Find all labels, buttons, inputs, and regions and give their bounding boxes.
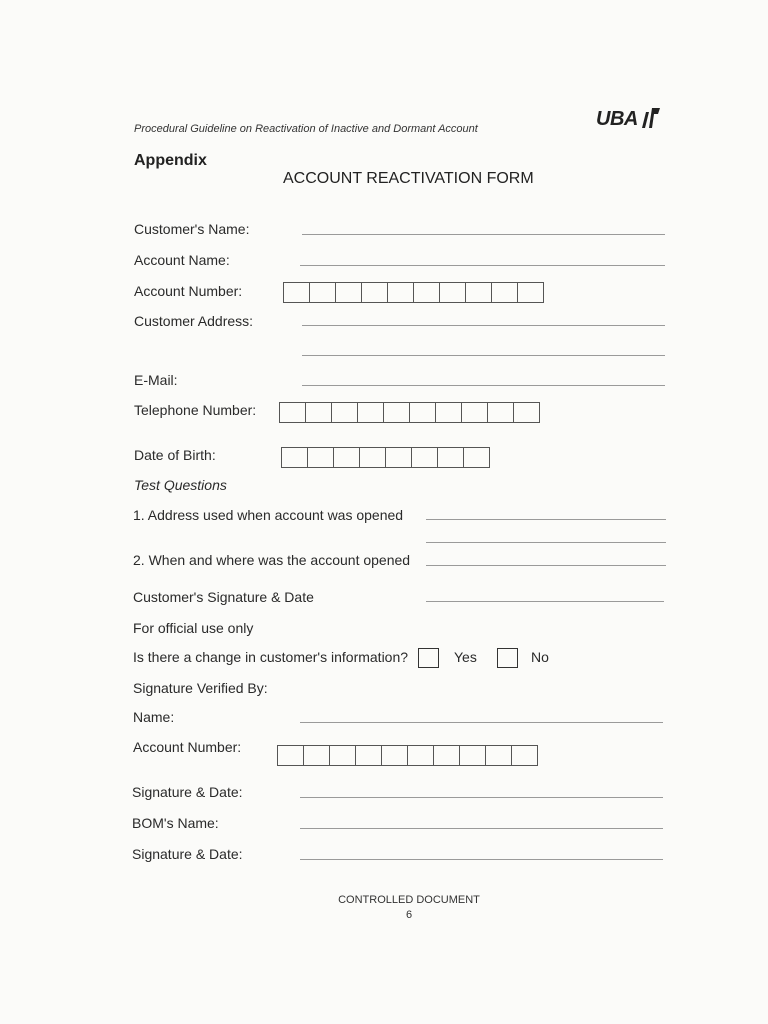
logo-text: UBA (596, 108, 638, 130)
form-title: ACCOUNT REACTIVATION FORM (283, 170, 534, 187)
customer-address-label: Customer Address: (134, 313, 254, 329)
email-line[interactable] (302, 385, 665, 386)
question-1-line-1[interactable] (426, 519, 666, 520)
page-number: 6 (405, 909, 413, 921)
uba-logo-mark-icon (640, 108, 662, 130)
official-use-heading: For official use only (133, 620, 254, 636)
signature-date-label-1: Signature & Date: (132, 784, 243, 800)
uba-logo (596, 108, 662, 131)
signature-date-line-1[interactable] (300, 797, 663, 798)
dob-boxes[interactable] (281, 447, 490, 468)
yes-label: Yes (454, 649, 477, 665)
account-name-line[interactable] (300, 265, 665, 266)
email-label: E-Mail: (134, 372, 178, 388)
signature-verified-label: Signature Verified By: (133, 680, 268, 696)
telephone-label: Telephone Number: (134, 402, 257, 418)
verifier-name-line[interactable] (300, 722, 663, 723)
signature-date-line-2[interactable] (300, 859, 663, 860)
controlled-document-footer: CONTROLLED DOCUMENT (338, 894, 480, 906)
verifier-name-label: Name: (133, 709, 175, 725)
test-questions-heading: Test Questions (134, 477, 227, 493)
question-1: 1. Address used when account was opened (133, 507, 404, 523)
question-2: 2. When and where was the account opened (133, 552, 411, 568)
customer-address-line-2[interactable] (302, 355, 665, 356)
customer-address-line-1[interactable] (302, 325, 665, 326)
change-question: Is there a change in customer's information? (133, 649, 409, 665)
official-account-number-label: Account Number: (133, 739, 242, 755)
bom-name-line[interactable] (300, 828, 663, 829)
account-number-boxes[interactable] (283, 282, 544, 303)
account-number-label: Account Number: (134, 283, 243, 299)
account-name-label: Account Name: (134, 252, 230, 268)
dob-label: Date of Birth: (134, 447, 216, 463)
customers-name-line[interactable] (302, 234, 665, 235)
customer-signature-label: Customer's Signature & Date (133, 589, 314, 605)
no-checkbox[interactable] (497, 648, 518, 668)
customer-signature-line[interactable] (426, 601, 664, 602)
question-1-line-2[interactable] (426, 542, 666, 543)
telephone-boxes[interactable] (279, 402, 540, 423)
no-label: No (531, 649, 549, 665)
bom-name-label: BOM's Name: (132, 815, 219, 831)
appendix-heading: Appendix (134, 152, 207, 169)
document-header: Procedural Guideline on Reactivation of Inactive and Dormant Account (134, 123, 478, 135)
yes-checkbox[interactable] (418, 648, 439, 668)
official-account-number-boxes[interactable] (277, 745, 538, 766)
signature-date-label-2: Signature & Date: (132, 846, 243, 862)
customers-name-label: Customer's Name: (134, 221, 250, 237)
question-2-line[interactable] (426, 565, 666, 566)
